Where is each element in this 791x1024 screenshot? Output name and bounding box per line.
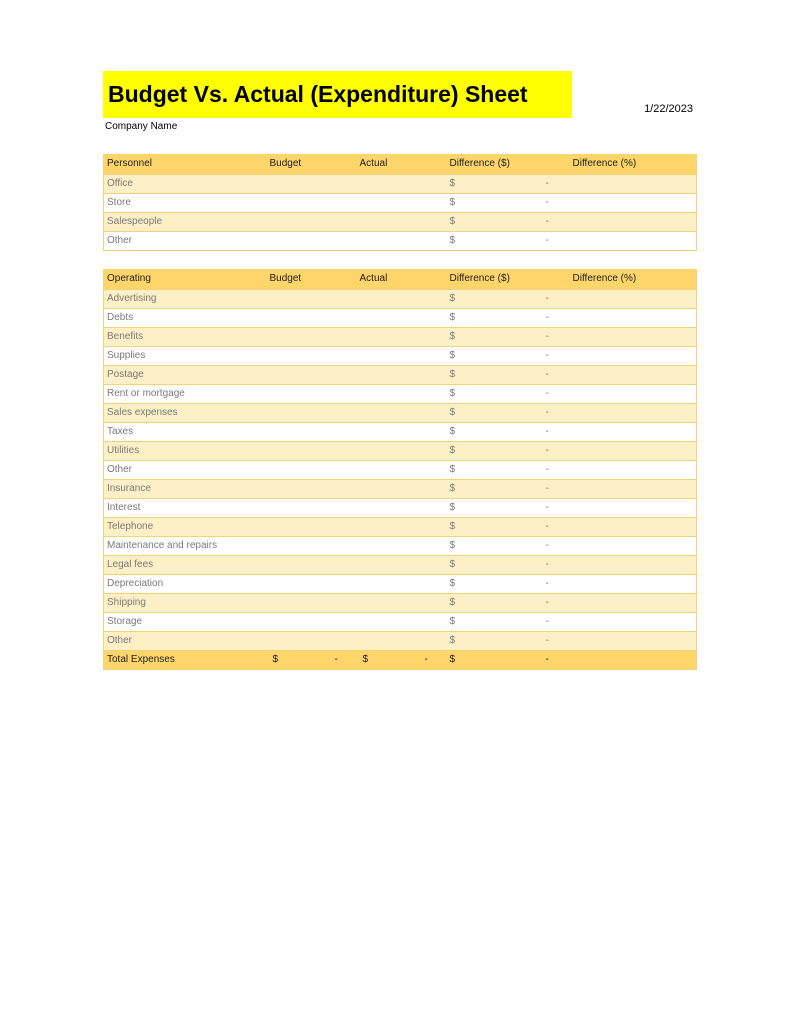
actual-cell[interactable] [357, 612, 447, 631]
difference-percent-cell[interactable] [570, 174, 697, 193]
actual-cell[interactable] [357, 403, 447, 422]
dollar-symbol: $ [449, 502, 456, 513]
difference-percent-cell[interactable] [570, 479, 697, 498]
dollar-symbol: $ [449, 559, 456, 570]
difference-dollar-cell[interactable] [447, 346, 570, 365]
budget-cell[interactable] [267, 308, 357, 327]
total-actual-value: - [424, 654, 428, 665]
table-row [104, 231, 697, 250]
actual-cell[interactable] [357, 593, 447, 612]
table-row [104, 422, 697, 441]
difference-value: - [545, 235, 549, 246]
actual-cell[interactable] [357, 441, 447, 460]
table-row [104, 631, 697, 650]
row-label[interactable]: Postage [104, 365, 267, 384]
row-label[interactable]: Insurance [104, 479, 267, 498]
difference-percent-cell[interactable] [570, 308, 697, 327]
difference-percent-cell[interactable] [570, 555, 697, 574]
actual-cell[interactable] [357, 327, 447, 346]
sheet-date: 1/22/2023 [644, 103, 693, 115]
operating-header-row [104, 269, 697, 289]
difference-value: - [545, 483, 549, 494]
actual-cell[interactable] [357, 498, 447, 517]
budget-cell[interactable] [267, 631, 357, 650]
table-row [104, 212, 697, 231]
difference-dollar-cell[interactable] [447, 212, 570, 231]
actual-cell[interactable] [357, 231, 447, 250]
difference-dollar-cell[interactable] [447, 536, 570, 555]
difference-dollar-cell[interactable] [447, 365, 570, 384]
dollar-symbol: $ [449, 216, 456, 227]
table-row [104, 327, 697, 346]
actual-cell[interactable] [357, 555, 447, 574]
difference-dollar-cell[interactable] [447, 231, 570, 250]
col-actual: Actual [357, 154, 447, 174]
difference-percent-cell[interactable] [570, 384, 697, 403]
actual-cell[interactable] [357, 346, 447, 365]
dollar-symbol: $ [362, 654, 369, 665]
actual-cell[interactable] [357, 631, 447, 650]
budget-cell[interactable] [267, 346, 357, 365]
table-row [104, 479, 697, 498]
personnel-table [103, 154, 697, 251]
difference-dollar-cell[interactable] [447, 479, 570, 498]
total-difference-dollar-cell[interactable] [447, 650, 570, 669]
difference-dollar-cell[interactable] [447, 498, 570, 517]
actual-cell[interactable] [357, 384, 447, 403]
difference-percent-cell[interactable] [570, 441, 697, 460]
actual-cell[interactable] [357, 574, 447, 593]
difference-dollar-cell[interactable] [447, 574, 570, 593]
difference-value: - [545, 350, 549, 361]
difference-percent-cell[interactable] [570, 422, 697, 441]
total-budget-value: - [334, 654, 338, 665]
page-title: Budget Vs. Actual (Expenditure) Sheet [108, 81, 528, 107]
dollar-symbol: $ [272, 654, 279, 665]
row-label[interactable]: Telephone [104, 517, 267, 536]
difference-dollar-cell[interactable] [447, 384, 570, 403]
difference-dollar-cell[interactable] [447, 517, 570, 536]
col-budget: Budget [267, 154, 357, 174]
difference-percent-cell[interactable] [570, 365, 697, 384]
dollar-symbol: $ [449, 350, 456, 361]
table-row [104, 289, 697, 308]
actual-cell[interactable] [357, 212, 447, 231]
row-label[interactable]: Shipping [104, 593, 267, 612]
difference-percent-cell[interactable] [570, 193, 697, 212]
dollar-symbol: $ [449, 369, 456, 380]
budget-cell[interactable] [267, 555, 357, 574]
difference-percent-cell[interactable] [570, 498, 697, 517]
difference-value: - [545, 445, 549, 456]
actual-cell[interactable] [357, 174, 447, 193]
row-label[interactable]: Other [104, 460, 267, 479]
row-label[interactable]: Supplies [104, 346, 267, 365]
table-row [104, 384, 697, 403]
col-diff-pct: Difference (%) [570, 269, 697, 289]
table-row [104, 574, 697, 593]
actual-cell[interactable] [357, 422, 447, 441]
table-row [104, 612, 697, 631]
actual-cell[interactable] [357, 517, 447, 536]
row-label[interactable]: Legal fees [104, 555, 267, 574]
difference-dollar-cell[interactable] [447, 422, 570, 441]
difference-dollar-cell[interactable] [447, 631, 570, 650]
difference-value: - [545, 407, 549, 418]
difference-value: - [545, 521, 549, 532]
table-row [104, 555, 697, 574]
difference-percent-cell[interactable] [570, 593, 697, 612]
budget-cell[interactable] [267, 536, 357, 555]
col-actual: Actual [357, 269, 447, 289]
budget-cell[interactable] [267, 403, 357, 422]
difference-dollar-cell[interactable] [447, 593, 570, 612]
difference-value: - [545, 312, 549, 323]
row-label[interactable]: Maintenance and repairs [104, 536, 267, 555]
actual-cell[interactable] [357, 289, 447, 308]
table-row [104, 403, 697, 422]
table-row [104, 346, 697, 365]
dollar-symbol: $ [449, 312, 456, 323]
difference-dollar-cell[interactable] [447, 555, 570, 574]
budget-cell[interactable] [267, 289, 357, 308]
dollar-symbol: $ [449, 235, 456, 246]
difference-percent-cell[interactable] [570, 231, 697, 250]
difference-percent-cell[interactable] [570, 289, 697, 308]
table-row [104, 498, 697, 517]
difference-dollar-cell[interactable] [447, 460, 570, 479]
table-row [104, 174, 697, 193]
dollar-symbol: $ [449, 616, 456, 627]
row-label[interactable]: Office [104, 174, 267, 193]
difference-dollar-cell[interactable] [447, 327, 570, 346]
difference-value: - [545, 635, 549, 646]
dollar-symbol: $ [449, 331, 456, 342]
difference-percent-cell[interactable] [570, 517, 697, 536]
difference-dollar-cell[interactable] [447, 308, 570, 327]
actual-cell[interactable] [357, 536, 447, 555]
table-row [104, 517, 697, 536]
budget-cell[interactable] [267, 498, 357, 517]
budget-cell[interactable] [267, 231, 357, 250]
difference-value: - [545, 559, 549, 570]
budget-cell[interactable] [267, 460, 357, 479]
difference-percent-cell[interactable] [570, 327, 697, 346]
difference-value: - [545, 540, 549, 551]
dollar-symbol: $ [449, 654, 456, 665]
total-row [104, 650, 697, 669]
col-diff-pct: Difference (%) [570, 154, 697, 174]
difference-dollar-cell[interactable] [447, 193, 570, 212]
personnel-header-row [104, 154, 697, 174]
actual-cell[interactable] [357, 460, 447, 479]
dollar-symbol: $ [449, 597, 456, 608]
table-row [104, 593, 697, 612]
difference-value: - [545, 178, 549, 189]
dollar-symbol: $ [449, 197, 456, 208]
title-banner [103, 71, 572, 118]
total-difference-value: - [545, 654, 549, 665]
personnel-heading: Personnel [104, 154, 267, 174]
total-budget-cell[interactable] [267, 650, 357, 669]
budget-cell[interactable] [267, 517, 357, 536]
difference-percent-cell[interactable] [570, 612, 697, 631]
operating-table [103, 269, 697, 670]
difference-value: - [545, 502, 549, 513]
difference-value: - [545, 426, 549, 437]
dollar-symbol: $ [449, 635, 456, 646]
difference-value: - [545, 369, 549, 380]
row-label[interactable]: Other [104, 231, 267, 250]
budget-cell[interactable] [267, 193, 357, 212]
operating-heading: Operating [104, 269, 267, 289]
budget-cell[interactable] [267, 422, 357, 441]
difference-percent-cell[interactable] [570, 460, 697, 479]
difference-value: - [545, 464, 549, 475]
row-label[interactable]: Storage [104, 612, 267, 631]
company-name: Company Name [105, 121, 178, 132]
table-row [104, 308, 697, 327]
actual-cell[interactable] [357, 365, 447, 384]
difference-percent-cell[interactable] [570, 631, 697, 650]
dollar-symbol: $ [449, 426, 456, 437]
difference-value: - [545, 293, 549, 304]
col-diff-dollar: Difference ($) [447, 269, 570, 289]
actual-cell[interactable] [357, 308, 447, 327]
row-label[interactable]: Other [104, 631, 267, 650]
difference-dollar-cell[interactable] [447, 441, 570, 460]
row-label[interactable]: Benefits [104, 327, 267, 346]
difference-percent-cell[interactable] [570, 212, 697, 231]
difference-percent-cell[interactable] [570, 346, 697, 365]
dollar-symbol: $ [449, 540, 456, 551]
difference-dollar-cell[interactable] [447, 612, 570, 631]
difference-percent-cell[interactable] [570, 536, 697, 555]
budget-cell[interactable] [267, 479, 357, 498]
difference-value: - [545, 578, 549, 589]
difference-value: - [545, 616, 549, 627]
budget-cell[interactable] [267, 612, 357, 631]
difference-value: - [545, 388, 549, 399]
row-label[interactable]: Store [104, 193, 267, 212]
budget-cell[interactable] [267, 441, 357, 460]
dollar-symbol: $ [449, 388, 456, 399]
total-actual-cell[interactable] [357, 650, 447, 669]
budget-cell[interactable] [267, 174, 357, 193]
dollar-symbol: $ [449, 445, 456, 456]
difference-value: - [545, 331, 549, 342]
dollar-symbol: $ [449, 521, 456, 532]
row-label[interactable]: Salespeople [104, 212, 267, 231]
actual-cell[interactable] [357, 193, 447, 212]
row-label[interactable]: Interest [104, 498, 267, 517]
budget-cell[interactable] [267, 327, 357, 346]
budget-cell[interactable] [267, 384, 357, 403]
dollar-symbol: $ [449, 293, 456, 304]
row-label[interactable]: Utilities [104, 441, 267, 460]
row-label[interactable]: Sales expenses [104, 403, 267, 422]
total-difference-percent-cell[interactable] [570, 650, 697, 669]
col-budget: Budget [267, 269, 357, 289]
row-label[interactable]: Taxes [104, 422, 267, 441]
table-row [104, 365, 697, 384]
difference-value: - [545, 197, 549, 208]
difference-dollar-cell[interactable] [447, 289, 570, 308]
dollar-symbol: $ [449, 407, 456, 418]
budget-cell[interactable] [267, 212, 357, 231]
table-row [104, 460, 697, 479]
row-label[interactable]: Rent or mortgage [104, 384, 267, 403]
dollar-symbol: $ [449, 483, 456, 494]
dollar-symbol: $ [449, 178, 456, 189]
row-label[interactable]: Debts [104, 308, 267, 327]
row-label[interactable]: Advertising [104, 289, 267, 308]
budget-cell[interactable] [267, 593, 357, 612]
table-row [104, 193, 697, 212]
dollar-symbol: $ [449, 464, 456, 475]
difference-dollar-cell[interactable] [447, 174, 570, 193]
difference-percent-cell[interactable] [570, 403, 697, 422]
difference-percent-cell[interactable] [570, 574, 697, 593]
col-diff-dollar: Difference ($) [447, 154, 570, 174]
difference-value: - [545, 216, 549, 227]
table-row [104, 441, 697, 460]
dollar-symbol: $ [449, 578, 456, 589]
actual-cell[interactable] [357, 479, 447, 498]
table-row [104, 536, 697, 555]
row-label[interactable]: Depreciation [104, 574, 267, 593]
total-label: Total Expenses [104, 650, 267, 669]
budget-cell[interactable] [267, 365, 357, 384]
difference-value: - [545, 597, 549, 608]
difference-dollar-cell[interactable] [447, 403, 570, 422]
budget-cell[interactable] [267, 574, 357, 593]
